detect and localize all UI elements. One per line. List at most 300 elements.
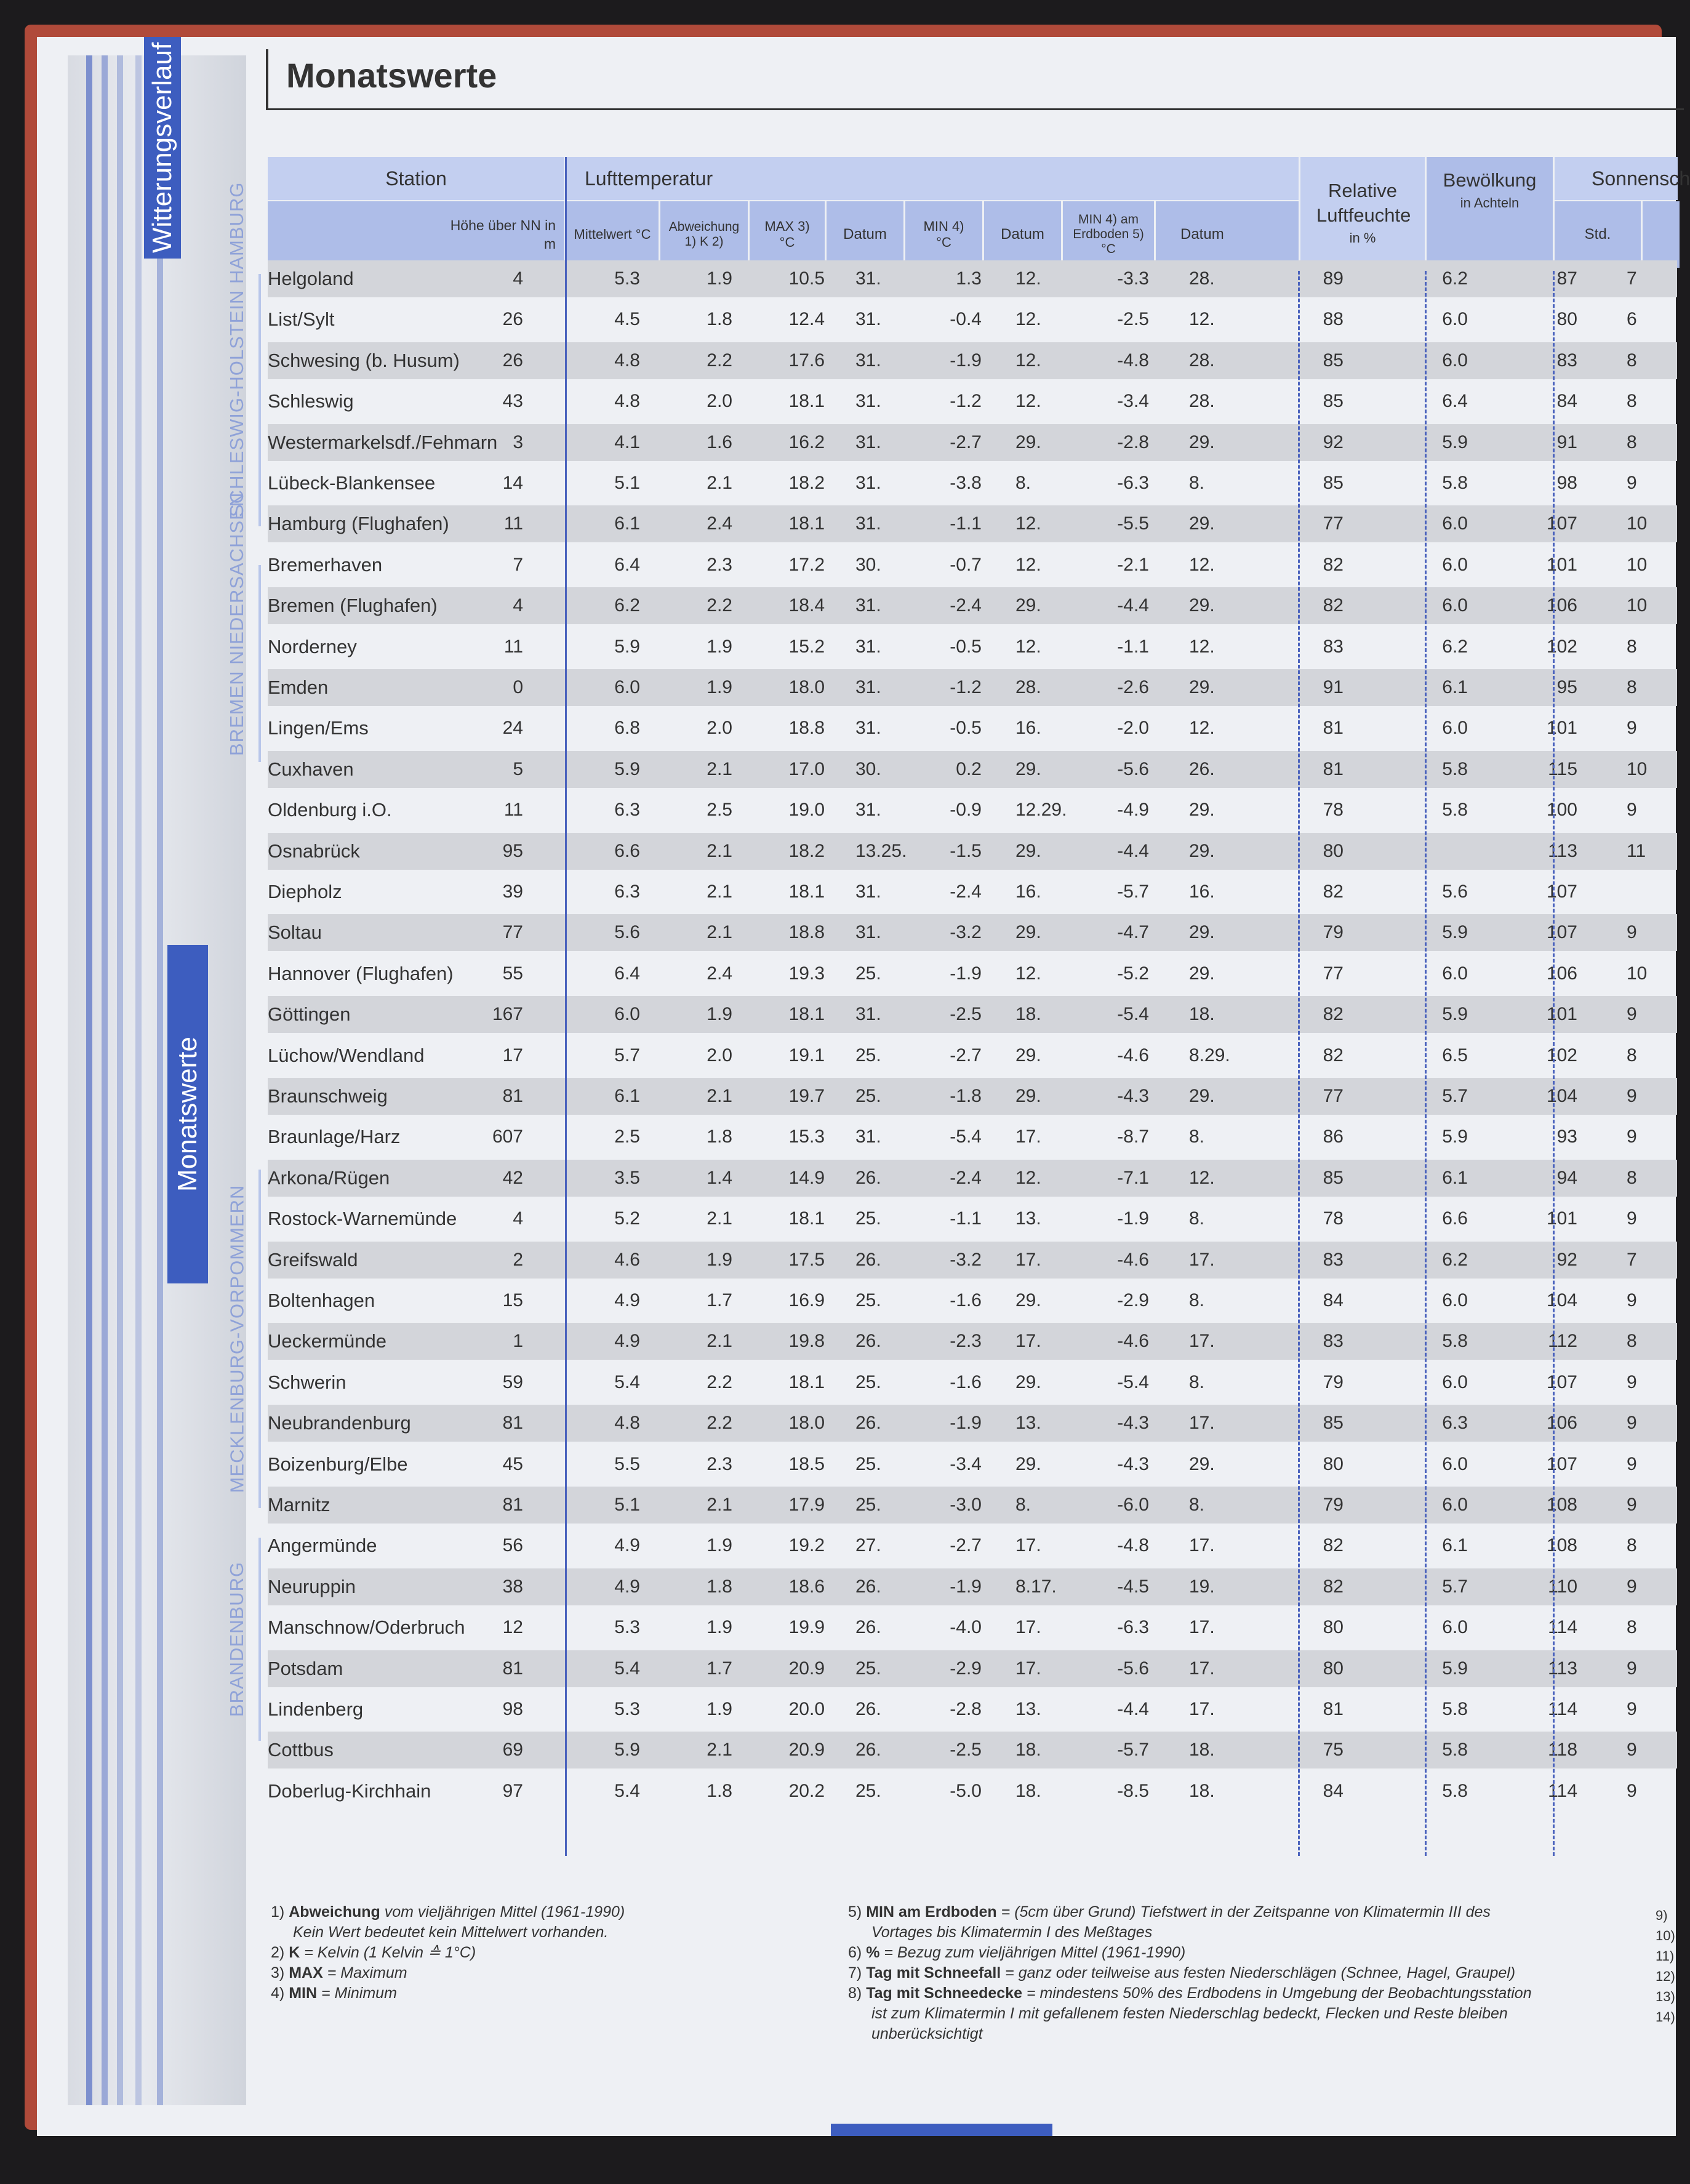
cell-max: 18.0 [788, 677, 825, 697]
cell-station: Neuruppin [268, 1575, 356, 1597]
cell-std: 104 [1546, 1290, 1577, 1311]
column-divider [1298, 271, 1300, 1856]
cell-max: 18.2 [788, 840, 825, 861]
cell-abw: 2.1 [707, 1495, 732, 1515]
cell-max: 18.4 [788, 595, 825, 616]
cell-mittel: 5.9 [614, 1740, 640, 1760]
cell-bew: 5.9 [1442, 432, 1468, 452]
cell-bew: 5.8 [1442, 800, 1468, 821]
cell-bew: 5.8 [1442, 1699, 1468, 1719]
page-footer-bar [831, 2124, 1052, 2136]
cell-erd-d: 26. [1189, 758, 1215, 779]
cell-std: 112 [1548, 1331, 1577, 1352]
cell-hoehe: 11 [503, 636, 523, 657]
cell-std: 113 [1548, 840, 1577, 861]
cell-bew: 6.5 [1442, 1045, 1468, 1066]
cell-max: 17.5 [788, 1249, 825, 1270]
cell-erd: -6.3 [1117, 1617, 1149, 1638]
cell-bew: 5.9 [1442, 922, 1468, 943]
cell-hoehe: 24 [502, 718, 523, 739]
cell-min: -1.1 [950, 1208, 982, 1229]
region-mecklenburg-vorpommern: MECKLENBURG-VORPOMMERN [215, 1170, 261, 1508]
cell-min: -1.9 [950, 350, 982, 371]
cell-station: Göttingen [268, 1003, 351, 1026]
cell-bew: 6.0 [1442, 554, 1468, 575]
cell-max: 10.5 [788, 268, 825, 289]
cell-pct: 9 [1627, 1413, 1637, 1434]
cell-abw: 2.1 [707, 1208, 732, 1229]
cell-min: -1.9 [950, 963, 982, 984]
column-divider [1425, 271, 1427, 1856]
page-title: Monatswerte [286, 56, 497, 95]
cell-erd-d: 29. [1189, 595, 1215, 616]
cell-max: 20.9 [788, 1658, 825, 1679]
cell-max-d: 25. [855, 1045, 881, 1066]
cell-min-d: 8.17. [1015, 1576, 1057, 1597]
cell-bew: 6.2 [1442, 636, 1468, 657]
cell-max-d: 31. [855, 350, 881, 371]
cell-abw: 1.9 [707, 1699, 732, 1719]
cell-max: 19.0 [788, 800, 825, 821]
cell-max-d: 31. [855, 309, 881, 330]
header-hoehe: Höhe über NN in m [268, 201, 564, 268]
region-brandenburg: BRANDENBURG [215, 1538, 261, 1741]
cell-mittel: 5.3 [614, 1699, 640, 1719]
cell-rf: 84 [1323, 1290, 1344, 1311]
cell-max-d: 26. [855, 1249, 881, 1270]
cell-hoehe: 5 [513, 758, 523, 779]
cell-abw: 1.9 [707, 677, 732, 697]
cell-erd: -3.4 [1117, 391, 1149, 412]
cell-std: 115 [1548, 758, 1577, 779]
cell-mittel: 6.1 [614, 513, 640, 534]
cell-erd: -5.4 [1117, 1004, 1149, 1025]
cell-bew: 6.6 [1442, 1208, 1468, 1229]
cell-bew: 6.3 [1442, 1413, 1468, 1434]
cell-abw: 2.0 [707, 391, 732, 412]
cell-erd: -2.1 [1117, 554, 1149, 575]
cell-mittel: 6.8 [614, 718, 640, 739]
cell-rf: 79 [1323, 1371, 1344, 1392]
cell-mittel: 4.5 [614, 309, 640, 330]
cell-station: Lüchow/Wendland [268, 1044, 425, 1066]
cell-pct: 8 [1627, 1331, 1637, 1352]
cell-hoehe: 77 [502, 922, 523, 943]
cell-min: -1.6 [950, 1290, 982, 1311]
cell-mittel: 6.2 [614, 595, 640, 616]
cell-abw: 2.0 [707, 1045, 732, 1066]
cell-bew: 5.8 [1442, 758, 1468, 779]
cell-abw: 2.1 [707, 1331, 732, 1352]
cell-min: -3.2 [950, 922, 982, 943]
cell-min: -1.1 [950, 513, 982, 534]
cell-max-d: 31. [855, 391, 881, 412]
cell-mittel: 4.1 [614, 432, 640, 452]
cell-min: 1.3 [956, 268, 982, 289]
cell-erd: -7.1 [1117, 1167, 1149, 1188]
cell-hoehe: 95 [502, 840, 523, 861]
cell-min-d: 17. [1015, 1126, 1041, 1147]
cell-mittel: 5.4 [614, 1371, 640, 1392]
header-std: Std. [1555, 201, 1641, 268]
cell-max: 17.9 [788, 1495, 825, 1515]
cell-pct: 9 [1627, 1371, 1637, 1392]
cell-station: Arkona/Rügen [268, 1166, 390, 1189]
cell-hoehe: 607 [492, 1126, 523, 1147]
cell-max: 19.7 [788, 1086, 825, 1106]
cell-erd: -2.6 [1117, 677, 1149, 697]
cell-erd-d: 8. [1189, 473, 1205, 493]
cell-abw: 2.2 [707, 350, 732, 371]
cell-hoehe: 11 [503, 513, 523, 534]
cell-max: 19.8 [788, 1331, 825, 1352]
cell-pct: 7 [1627, 268, 1637, 289]
cell-std: 108 [1546, 1535, 1577, 1556]
cell-erd: -4.8 [1117, 1535, 1149, 1556]
cell-bew: 5.9 [1442, 1658, 1468, 1679]
cell-max-d: 26. [855, 1699, 881, 1719]
cell-rf: 82 [1323, 1004, 1344, 1025]
edge-footnote-numbers: 9) 10) 11) 12) 13) 14) [1656, 1908, 1675, 2025]
cell-max: 12.4 [788, 309, 825, 330]
cell-bew: 5.8 [1442, 473, 1468, 493]
cell-pct: 8 [1627, 1167, 1637, 1188]
cell-erd-d: 17. [1189, 1249, 1215, 1270]
cell-hoehe: 39 [502, 881, 523, 902]
cell-std: 101 [1546, 1004, 1577, 1025]
cell-std: 107 [1546, 1453, 1577, 1474]
cell-bew: 6.0 [1442, 963, 1468, 984]
cell-min: -0.5 [950, 718, 982, 739]
cell-min: -2.4 [950, 595, 982, 616]
cell-rf: 80 [1323, 1453, 1344, 1474]
cell-pct: 9 [1627, 1086, 1637, 1106]
cell-max-d: 31. [855, 800, 881, 821]
cell-min-d: 12. [1015, 391, 1041, 412]
cell-mittel: 4.8 [614, 391, 640, 412]
cell-rf: 83 [1323, 1331, 1344, 1352]
cell-erd-d: 28. [1189, 268, 1215, 289]
cell-hoehe: 7 [513, 554, 523, 575]
cell-abw: 2.1 [707, 473, 732, 493]
header-min: MIN 4) °C [905, 201, 982, 268]
cell-min: -2.7 [950, 432, 982, 452]
header-sonnenschein: Sonnensch [1555, 157, 1678, 200]
cell-erd-d: 18. [1189, 1740, 1215, 1760]
cell-bew: 5.7 [1442, 1086, 1468, 1106]
cell-station: Soltau [268, 921, 322, 944]
cell-max-d: 31. [855, 677, 881, 697]
header-lufttemperatur: Lufttemperatur [566, 157, 1299, 200]
cell-abw: 2.2 [707, 1371, 732, 1392]
cell-mittel: 2.5 [614, 1126, 640, 1147]
cell-rf: 85 [1323, 473, 1344, 493]
cell-max: 19.3 [788, 963, 825, 984]
cell-min: -1.9 [950, 1413, 982, 1434]
cell-mittel: 6.3 [614, 881, 640, 902]
header-prozent [1643, 201, 1680, 268]
cell-pct: 10 [1627, 595, 1648, 616]
cell-min-d: 12.29. [1015, 800, 1067, 821]
cell-mittel: 4.9 [614, 1331, 640, 1352]
cell-mittel: 5.1 [614, 473, 640, 493]
cell-erd-d: 29. [1189, 963, 1215, 984]
cell-abw: 2.5 [707, 800, 732, 821]
cell-max-d: 26. [855, 1740, 881, 1760]
cell-mittel: 5.7 [614, 1045, 640, 1066]
cell-erd-d: 12. [1189, 1167, 1215, 1188]
cell-hoehe: 2 [513, 1249, 523, 1270]
cell-min-d: 12. [1015, 513, 1041, 534]
cell-std: 84 [1556, 391, 1577, 412]
cell-min: -0.5 [950, 636, 982, 657]
cell-rf: 85 [1323, 350, 1344, 371]
cell-min: -2.4 [950, 1167, 982, 1188]
cell-std: 101 [1546, 1208, 1577, 1229]
cell-max-d: 25. [855, 1290, 881, 1311]
cell-mittel: 5.9 [614, 636, 640, 657]
cell-max: 17.0 [788, 758, 825, 779]
cell-max: 17.2 [788, 554, 825, 575]
cell-min-d: 17. [1015, 1249, 1041, 1270]
cell-abw: 2.1 [707, 881, 732, 902]
cell-std: 101 [1546, 718, 1577, 739]
cell-min-d: 12. [1015, 350, 1041, 371]
cell-bew: 6.0 [1442, 350, 1468, 371]
cell-min: -1.5 [950, 840, 982, 861]
cell-pct: 11 [1627, 840, 1646, 861]
cell-min-d: 13. [1015, 1208, 1041, 1229]
cell-max-d: 25. [855, 1495, 881, 1515]
cell-pct: 7 [1627, 1249, 1637, 1270]
cell-min: -1.8 [950, 1086, 982, 1106]
header-mittelwert: Mittelwert °C [566, 201, 659, 268]
cell-hoehe: 43 [502, 391, 523, 412]
cell-erd-d: 29. [1189, 1453, 1215, 1474]
cell-hoehe: 167 [492, 1004, 523, 1025]
cell-min-d: 18. [1015, 1780, 1041, 1801]
cell-std: 106 [1546, 1413, 1577, 1434]
cell-std: 101 [1546, 554, 1577, 575]
cell-station: Lindenberg [268, 1698, 364, 1720]
cell-pct: 10 [1627, 758, 1648, 779]
cell-pct: 9 [1627, 1495, 1637, 1515]
cell-rf: 84 [1323, 1780, 1344, 1801]
cell-std: 100 [1546, 800, 1577, 821]
cell-max-d: 31. [855, 595, 881, 616]
cell-max: 16.2 [788, 432, 825, 452]
cell-bew: 5.9 [1442, 1004, 1468, 1025]
cell-hoehe: 11 [503, 800, 523, 821]
cell-std: 107 [1546, 922, 1577, 943]
cell-min-d: 18. [1015, 1740, 1041, 1760]
cell-erd: -4.4 [1117, 1699, 1149, 1719]
cell-abw: 1.8 [707, 1780, 732, 1801]
cell-min: 0.2 [956, 758, 982, 779]
cell-mittel: 5.4 [614, 1780, 640, 1801]
cell-rf: 82 [1323, 554, 1344, 575]
cell-erd-d: 8. [1189, 1290, 1205, 1311]
footnotes-right: 5) MIN am Erdboden = (5cm über Grund) Tiefstwert in der Zeitspanne von Klimatermin III des Vortages bis Klimatermin I des Meßtages 6) % = Bezug zum vieljährigen Mittel (1961-1990) 7) Tag mit Schneefall = ganz oder teilweise aus festen Niederschlägen (Schnee, Hagel, Graupel) 8) Tag mit Schneedecke = mindestens 50% des Erdbodens in Umgebung der Beobachtungsstation ist zum Klimatermin I mit gefallenem festen Niederschlag bedeckt, Flecken und Reste bleiben unberücksichtigt [848, 1903, 1532, 2042]
cell-max: 20.0 [788, 1699, 825, 1719]
cell-rf: 82 [1323, 1045, 1344, 1066]
cell-mittel: 4.9 [614, 1576, 640, 1597]
cell-hoehe: 98 [502, 1699, 523, 1719]
cell-min: -4.0 [950, 1617, 982, 1638]
cell-mittel: 5.2 [614, 1208, 640, 1229]
cell-min-d: 17. [1015, 1658, 1041, 1679]
cell-bew: 6.0 [1442, 1495, 1468, 1515]
cell-min-d: 13. [1015, 1413, 1041, 1434]
cell-pct: 9 [1627, 1453, 1637, 1474]
header-station: Station [268, 157, 564, 200]
cell-station: Hannover (Flughafen) [268, 962, 454, 984]
cell-max: 19.9 [788, 1617, 825, 1638]
cell-abw: 2.4 [707, 963, 732, 984]
cell-erd: -6.3 [1117, 473, 1149, 493]
cell-max: 20.2 [788, 1780, 825, 1801]
cell-max: 16.9 [788, 1290, 825, 1311]
cell-station: Manschnow/Oderbruch [268, 1616, 465, 1639]
cell-rf: 83 [1323, 636, 1344, 657]
cell-pct: 9 [1627, 1004, 1637, 1025]
cell-max: 19.1 [788, 1045, 825, 1066]
cell-rf: 75 [1323, 1740, 1344, 1760]
cell-hoehe: 38 [502, 1576, 523, 1597]
cell-bew: 6.0 [1442, 718, 1468, 739]
cell-pct: 10 [1627, 513, 1648, 534]
cell-erd-d: 29. [1189, 513, 1215, 534]
cell-pct: 8 [1627, 677, 1637, 697]
cell-max-d: 25. [855, 1453, 881, 1474]
cell-min-d: 12. [1015, 309, 1041, 330]
column-divider [1553, 271, 1555, 1856]
cell-std: 83 [1556, 350, 1577, 371]
cell-erd-d: 17. [1189, 1331, 1215, 1352]
cell-mittel: 6.6 [614, 840, 640, 861]
cell-station: Braunschweig [268, 1085, 388, 1107]
cell-max: 19.2 [788, 1535, 825, 1556]
cell-min-d: 18. [1015, 1004, 1041, 1025]
tab-witterungsverlauf[interactable]: Witterungsverlauf [144, 37, 181, 259]
cell-hoehe: 17 [502, 1045, 523, 1066]
cell-mittel: 3.5 [614, 1167, 640, 1188]
cell-rf: 92 [1323, 432, 1344, 452]
cell-abw: 2.4 [707, 513, 732, 534]
cell-abw: 1.4 [707, 1167, 732, 1188]
cell-pct: 9 [1627, 1780, 1637, 1801]
cell-station: Boizenburg/Elbe [268, 1453, 408, 1475]
cell-rf: 77 [1323, 513, 1344, 534]
cell-station: Lübeck-Blankensee [268, 472, 436, 494]
cell-std: 102 [1546, 636, 1577, 657]
cell-mittel: 6.4 [614, 963, 640, 984]
cell-abw: 2.0 [707, 718, 732, 739]
cell-bew: 5.6 [1442, 881, 1468, 902]
cell-bew: 5.8 [1442, 1331, 1468, 1352]
cell-pct: 9 [1627, 473, 1637, 493]
cell-pct: 8 [1627, 1045, 1637, 1066]
cell-erd-d: 12. [1189, 309, 1215, 330]
region-schleswig-holstein-hamburg: SCHLESWIG-HOLSTEIN HAMBURG [215, 274, 261, 526]
cell-mittel: 6.0 [614, 1004, 640, 1025]
cell-station: Angermünde [268, 1535, 377, 1557]
cell-erd-d: 28. [1189, 350, 1215, 371]
cell-min-d: 29. [1015, 1086, 1041, 1106]
cell-erd: -2.9 [1117, 1290, 1149, 1311]
cell-min: -5.4 [950, 1126, 982, 1147]
cell-std: 92 [1556, 1249, 1577, 1270]
cell-max-d: 26. [855, 1331, 881, 1352]
cell-min: -0.4 [950, 309, 982, 330]
cell-rf: 81 [1323, 758, 1344, 779]
cell-max-d: 26. [855, 1167, 881, 1188]
cell-station: Diepholz [268, 881, 342, 902]
cell-rf: 80 [1323, 1658, 1344, 1679]
cell-min-d: 29. [1015, 595, 1041, 616]
cell-min-d: 16. [1015, 881, 1041, 902]
cell-hoehe: 45 [502, 1453, 523, 1474]
cell-min-d: 29. [1015, 1453, 1041, 1474]
cell-erd: -2.8 [1117, 432, 1149, 452]
cell-min: -0.7 [950, 554, 982, 575]
cell-max-d: 25. [855, 1086, 881, 1106]
cell-std: 80 [1556, 309, 1577, 330]
cell-std: 98 [1556, 473, 1577, 493]
cell-min: -3.8 [950, 473, 982, 493]
cell-max: 18.0 [788, 1413, 825, 1434]
cell-erd: -2.0 [1117, 718, 1149, 739]
cell-erd: -3.3 [1117, 268, 1149, 289]
cell-erd: -4.3 [1117, 1413, 1149, 1434]
cell-erd: -1.1 [1117, 636, 1149, 657]
cell-min-d: 29. [1015, 758, 1041, 779]
cell-hoehe: 26 [502, 309, 523, 330]
cell-abw: 1.7 [707, 1290, 732, 1311]
cell-std: 107 [1546, 1371, 1577, 1392]
cell-pct: 9 [1627, 1290, 1637, 1311]
cell-max: 18.1 [788, 1208, 825, 1229]
cell-hoehe: 81 [502, 1495, 523, 1515]
footnotes-left: 1) Abweichung vom vieljährigen Mittel (1961-1990) Kein Wert bedeutet kein Mittelwert vorhanden. 2) K = Kelvin (1 Kelvin ≙ 1°C) 3) MAX = Maximum 4) MIN = Minimum [271, 1903, 625, 2002]
cell-abw: 1.9 [707, 1249, 732, 1270]
cell-erd-d: 29. [1189, 800, 1215, 821]
cell-min-d: 29. [1015, 922, 1041, 943]
cell-erd-d: 29. [1189, 1086, 1215, 1106]
cell-max-d: 31. [855, 513, 881, 534]
cell-min-d: 29. [1015, 432, 1041, 452]
cell-min-d: 13. [1015, 1699, 1041, 1719]
cell-max-d: 26. [855, 1576, 881, 1597]
cell-std: 94 [1556, 1167, 1577, 1188]
cell-max: 18.1 [788, 1004, 825, 1025]
cell-station: Marnitz [268, 1494, 330, 1516]
cell-max-d: 31. [855, 432, 881, 452]
cell-min: -2.5 [950, 1004, 982, 1025]
cell-hoehe: 56 [502, 1535, 523, 1556]
cell-bew: 6.0 [1442, 1290, 1468, 1311]
tab-monatswerte[interactable]: Monatswerte [167, 945, 208, 1283]
cell-rf: 78 [1323, 1208, 1344, 1229]
cell-erd-d: 12. [1189, 636, 1215, 657]
cell-min: -2.7 [950, 1045, 982, 1066]
cell-erd-d: 17. [1189, 1413, 1215, 1434]
column-divider [565, 157, 567, 1856]
cell-mittel: 4.8 [614, 350, 640, 371]
cell-min-d: 8. [1015, 473, 1031, 493]
cell-erd-d: 29. [1189, 922, 1215, 943]
cell-abw: 1.9 [707, 636, 732, 657]
